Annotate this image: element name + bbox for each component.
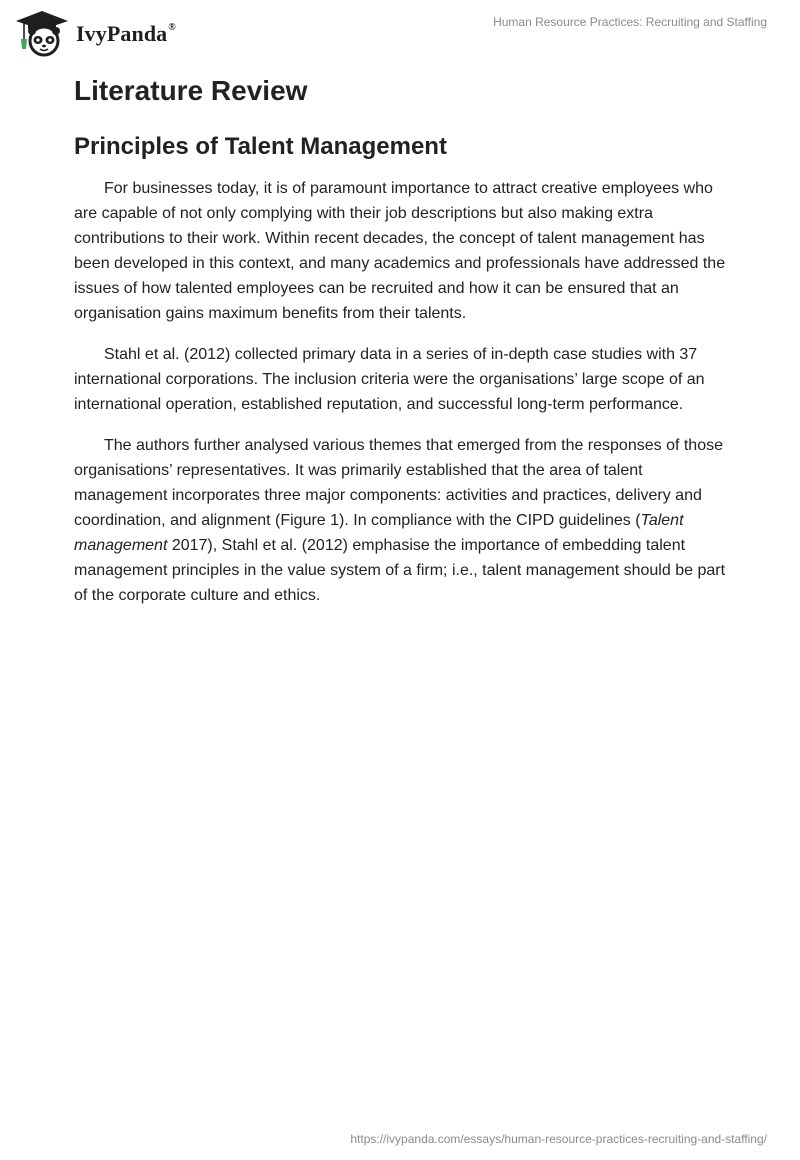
section-title: Literature Review <box>74 75 308 106</box>
paragraph-3-text-before: The authors further analysed various themes that emerged from the responses of those organisations’ representatives. It was primarily established that the area of talent management incorporates three major components: activities and practices, delivery and coordination, and alignment (Figure 1). In compliance with the CIPD guidelines ( <box>74 437 723 529</box>
article-body <box>74 72 734 608</box>
running-header-title: Human Resource Practices: Recruiting and Staffing <box>493 15 767 29</box>
brand-name: IvyPanda® <box>76 21 176 46</box>
paragraph-1: For businesses today, it is of paramount importance to attract creative employees who are capable of not only complying with their job descriptions but also making extra contributions to their work. Within recent decades, the concept of talent management has been developed in this context, and many academics and professionals have addressed the issues of how talented employees can be recruited and how it can be ensured that an organisation gains maximum benefits from their talents. <box>74 180 726 322</box>
panda-graduate-icon <box>14 9 70 57</box>
source-url[interactable]: https://ivypanda.com/essays/human-resource-practices-recruiting-and-staffing/ <box>350 1132 767 1146</box>
registered-mark: ® <box>168 21 176 33</box>
cited-title: Talent management <box>74 512 684 554</box>
ivypanda-logo[interactable] <box>14 9 176 57</box>
paragraph-2: Stahl et al. (2012) collected primary data in a series of in-depth case studies with 37 international corporations. The inclusion criteria were the organisations’ large scope of an international operation, established reputation, and successful long-term performance. <box>74 346 705 413</box>
paragraph-3 <box>74 433 734 608</box>
paragraph-3-text-after: 2017), Stahl et al. (2012) emphasise the importance of embedding talent management principles in the value system of a firm; i.e., talent management should be part of the corporate culture and ethics. <box>74 537 726 604</box>
subsection-title: Principles of Talent Management <box>74 133 447 160</box>
